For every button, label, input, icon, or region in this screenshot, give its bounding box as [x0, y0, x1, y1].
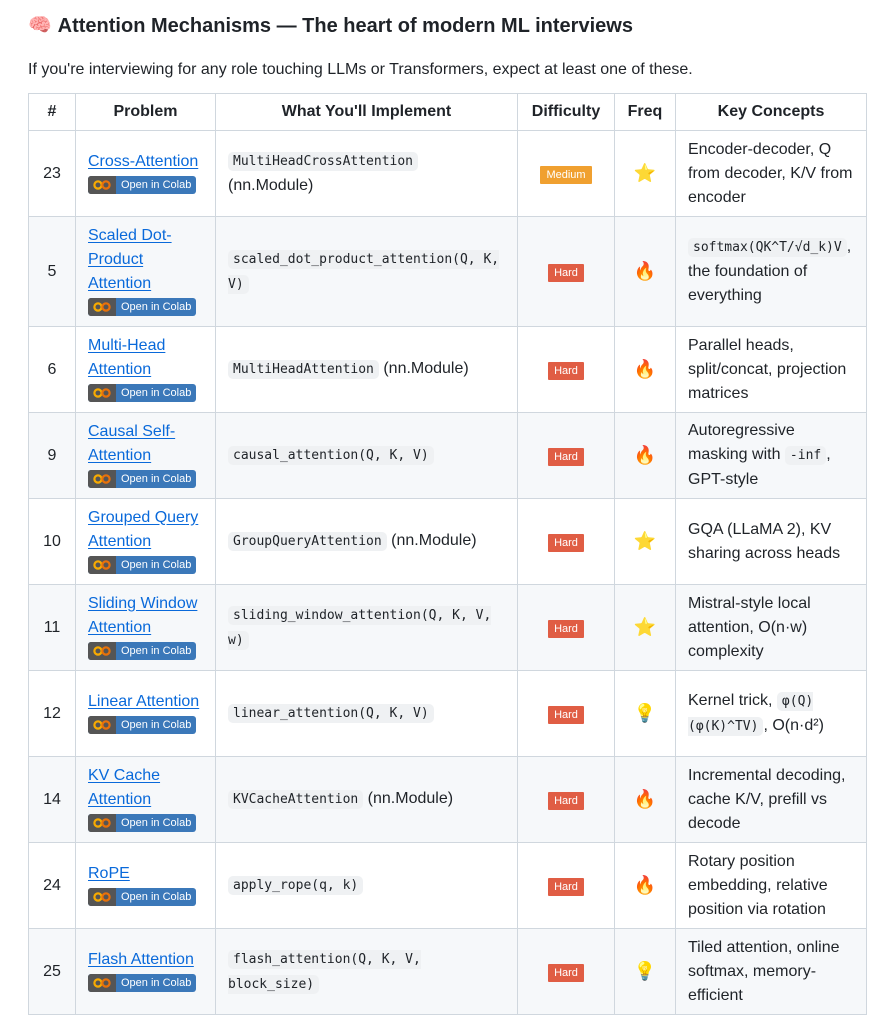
- col-header-concepts: Key Concepts: [676, 94, 867, 131]
- open-in-colab-badge[interactable]: [88, 384, 196, 402]
- concepts-text: Tiled attention, online softmax, memory-efficient: [688, 938, 840, 1004]
- difficulty-cell: [518, 131, 615, 217]
- problem-cell: [76, 929, 216, 1015]
- row-number: 14: [29, 757, 76, 843]
- col-header-difficulty: Difficulty: [518, 94, 615, 131]
- difficulty-cell: [518, 757, 615, 843]
- freq-cell: [615, 757, 676, 843]
- difficulty-badge: Hard: [548, 964, 584, 982]
- difficulty-badge: Medium: [540, 166, 591, 184]
- problem-cell: [76, 217, 216, 327]
- problems-table: [28, 93, 867, 1015]
- difficulty-badge: Hard: [548, 362, 584, 380]
- problem-link[interactable]: Causal Self-Attention: [88, 422, 176, 464]
- colab-label: Open in Colab: [121, 816, 192, 829]
- row-number: 9: [29, 413, 76, 499]
- concepts-cell: [676, 131, 867, 217]
- implement-cell: [216, 131, 518, 217]
- open-in-colab-badge[interactable]: [88, 556, 196, 574]
- row-number: 23: [29, 131, 76, 217]
- concepts-text: Encoder-decoder, Q from decoder, K/V from encoder: [688, 140, 853, 206]
- concepts-text: Kernel trick,: [688, 691, 777, 709]
- implement-cell: [216, 413, 518, 499]
- difficulty-cell: [518, 585, 615, 671]
- concepts-cell: [676, 413, 867, 499]
- concepts-cell: [676, 217, 867, 327]
- open-in-colab-badge[interactable]: [88, 814, 196, 832]
- problem-link[interactable]: Grouped Query Attention: [88, 508, 199, 550]
- row-number: 12: [29, 671, 76, 757]
- col-header-implement: What You'll Implement: [216, 94, 518, 131]
- row-number: 5: [29, 217, 76, 327]
- colab-label: Open in Colab: [121, 386, 192, 399]
- implement-suffix: (nn.Module): [386, 532, 477, 549]
- row-number: 6: [29, 327, 76, 413]
- frequency-icon: 🔥: [633, 874, 657, 895]
- implement-code: MultiHeadCrossAttention: [228, 152, 418, 171]
- open-in-colab-badge[interactable]: [88, 298, 196, 316]
- col-header-problem: Problem: [76, 94, 216, 131]
- colab-logo-icon: [88, 556, 116, 574]
- problem-link[interactable]: Flash Attention: [88, 950, 194, 968]
- colab-logo-icon: [88, 888, 116, 906]
- open-in-colab-badge[interactable]: [88, 716, 196, 734]
- open-in-colab-badge[interactable]: [88, 642, 196, 660]
- col-header-num: #: [29, 94, 76, 131]
- table-row: [29, 585, 867, 671]
- freq-cell: [615, 843, 676, 929]
- colab-logo-icon: [88, 384, 116, 402]
- colab-logo-icon: [88, 176, 116, 194]
- concepts-text-after: , the foundation of everything: [688, 238, 852, 304]
- frequency-icon: 🔥: [633, 444, 657, 465]
- difficulty-badge: Hard: [548, 620, 584, 638]
- implement-code: causal_attention(Q, K, V): [228, 446, 434, 465]
- implement-cell: [216, 757, 518, 843]
- freq-cell: [615, 671, 676, 757]
- implement-cell: [216, 327, 518, 413]
- row-number: 10: [29, 499, 76, 585]
- concepts-cell: [676, 929, 867, 1015]
- intro-text: If you're interviewing for any role touching LLMs or Transformers, expect at least one of these.: [28, 61, 693, 78]
- concepts-text: GQA (LLaMA 2), KV sharing across heads: [688, 520, 841, 562]
- table-row: [29, 929, 867, 1015]
- problem-cell: [76, 327, 216, 413]
- concepts-code: φ(Q)(φ(K)^TV): [688, 693, 814, 734]
- concepts-code: -inf: [785, 446, 826, 465]
- problem-link[interactable]: Multi-Head Attention: [88, 336, 166, 378]
- difficulty-badge: Hard: [548, 706, 584, 724]
- implement-code: sliding_window_attention(Q, K, V, w): [228, 607, 492, 648]
- frequency-icon: 💡: [633, 702, 657, 723]
- concepts-cell: [676, 499, 867, 585]
- colab-logo-icon: [88, 298, 116, 316]
- table-row: [29, 327, 867, 413]
- difficulty-badge: Hard: [548, 448, 584, 466]
- difficulty-cell: [518, 843, 615, 929]
- concepts-cell: [676, 585, 867, 671]
- problem-link[interactable]: Scaled Dot-Product Attention: [88, 226, 172, 292]
- implement-suffix: (nn.Module): [228, 177, 314, 194]
- table-header-row: [29, 94, 867, 131]
- colab-logo-icon: [88, 716, 116, 734]
- table-row: [29, 131, 867, 217]
- row-number: 11: [29, 585, 76, 671]
- problem-link[interactable]: Sliding Window Attention: [88, 594, 198, 636]
- frequency-icon: 🔥: [633, 358, 657, 379]
- freq-cell: [615, 327, 676, 413]
- colab-logo-icon: [88, 974, 116, 992]
- implement-cell: [216, 217, 518, 327]
- concepts-cell: [676, 671, 867, 757]
- open-in-colab-badge[interactable]: [88, 176, 196, 194]
- problem-cell: [76, 585, 216, 671]
- concepts-text: Mistral-style local attention, O(n·w) complexity: [688, 594, 811, 660]
- concepts-text: Autoregressive masking with: [688, 422, 795, 463]
- implement-suffix: (nn.Module): [363, 790, 454, 807]
- colab-label: Open in Colab: [121, 718, 192, 731]
- freq-cell: [615, 585, 676, 671]
- concepts-text-after: , GPT-style: [688, 446, 831, 488]
- implement-code: KVCacheAttention: [228, 790, 363, 809]
- frequency-icon: ⭐: [633, 162, 657, 183]
- table-row: [29, 843, 867, 929]
- open-in-colab-badge[interactable]: [88, 470, 196, 488]
- colab-logo-icon: [88, 642, 116, 660]
- problem-cell: [76, 131, 216, 217]
- difficulty-badge: Hard: [548, 878, 584, 896]
- concepts-text-after: , O(n·d²): [763, 716, 824, 734]
- freq-cell: [615, 413, 676, 499]
- difficulty-badge: Hard: [548, 264, 584, 282]
- open-in-colab-badge[interactable]: [88, 888, 196, 906]
- problem-link[interactable]: Linear Attention: [88, 692, 200, 710]
- colab-label: Open in Colab: [121, 300, 192, 313]
- brain-icon: 🧠: [28, 15, 52, 36]
- open-in-colab-badge[interactable]: [88, 974, 196, 992]
- col-header-freq: Freq: [615, 94, 676, 131]
- row-number: 25: [29, 929, 76, 1015]
- heading-title: Attention Mechanisms — The heart of modern ML interviews: [57, 15, 633, 37]
- implement-code: linear_attention(Q, K, V): [228, 704, 434, 723]
- concepts-cell: [676, 757, 867, 843]
- difficulty-cell: [518, 413, 615, 499]
- table-row: [29, 757, 867, 843]
- concepts-code: softmax(QK^T/√d_k)V: [688, 238, 847, 257]
- frequency-icon: 🔥: [633, 788, 657, 809]
- implement-cell: [216, 585, 518, 671]
- implement-cell: [216, 843, 518, 929]
- frequency-icon: ⭐: [633, 616, 657, 637]
- implement-code: scaled_dot_product_attention(Q, K, V): [228, 251, 500, 292]
- difficulty-cell: [518, 671, 615, 757]
- difficulty-badge: Hard: [548, 792, 584, 810]
- freq-cell: [615, 131, 676, 217]
- implement-code: GroupQueryAttention: [228, 532, 387, 551]
- difficulty-cell: [518, 327, 615, 413]
- colab-logo-icon: [88, 814, 116, 832]
- colab-label: Open in Colab: [121, 178, 192, 191]
- concepts-text: Parallel heads, split/concat, projection matrices: [688, 336, 847, 402]
- difficulty-badge: Hard: [548, 534, 584, 552]
- problem-link[interactable]: RoPE: [88, 864, 130, 882]
- table-row: [29, 499, 867, 585]
- freq-cell: [615, 499, 676, 585]
- implement-suffix: (nn.Module): [378, 360, 469, 377]
- freq-cell: [615, 217, 676, 327]
- concepts-text: Rotary position embedding, relative position via rotation: [688, 852, 828, 918]
- concepts-text: Incremental decoding, cache K/V, prefill vs decode: [688, 766, 846, 832]
- implement-code: flash_attention(Q, K, V, block_size): [228, 951, 421, 992]
- implement-cell: [216, 929, 518, 1015]
- problem-cell: [76, 499, 216, 585]
- difficulty-cell: [518, 217, 615, 327]
- problem-cell: [76, 413, 216, 499]
- frequency-icon: 🔥: [633, 260, 657, 281]
- problem-cell: [76, 843, 216, 929]
- frequency-icon: 💡: [633, 960, 657, 981]
- colab-label: Open in Colab: [121, 472, 192, 485]
- difficulty-cell: [518, 499, 615, 585]
- colab-label: Open in Colab: [121, 890, 192, 903]
- table-row: [29, 671, 867, 757]
- colab-label: Open in Colab: [121, 644, 192, 657]
- implement-cell: [216, 499, 518, 585]
- problem-link[interactable]: Cross-Attention: [88, 152, 199, 170]
- table-row: [29, 413, 867, 499]
- problem-cell: [76, 671, 216, 757]
- colab-label: Open in Colab: [121, 558, 192, 571]
- colab-label: Open in Colab: [121, 976, 192, 989]
- frequency-icon: ⭐: [633, 530, 657, 551]
- colab-logo-icon: [88, 470, 116, 488]
- problem-cell: [76, 757, 216, 843]
- concepts-cell: [676, 327, 867, 413]
- freq-cell: [615, 929, 676, 1015]
- row-number: 24: [29, 843, 76, 929]
- problem-link[interactable]: KV Cache Attention: [88, 766, 161, 808]
- implement-cell: [216, 671, 518, 757]
- table-row: [29, 217, 867, 327]
- concepts-cell: [676, 843, 867, 929]
- difficulty-cell: [518, 929, 615, 1015]
- implement-code: MultiHeadAttention: [228, 360, 379, 379]
- implement-code: apply_rope(q, k): [228, 876, 363, 895]
- section-heading: [28, 0, 866, 42]
